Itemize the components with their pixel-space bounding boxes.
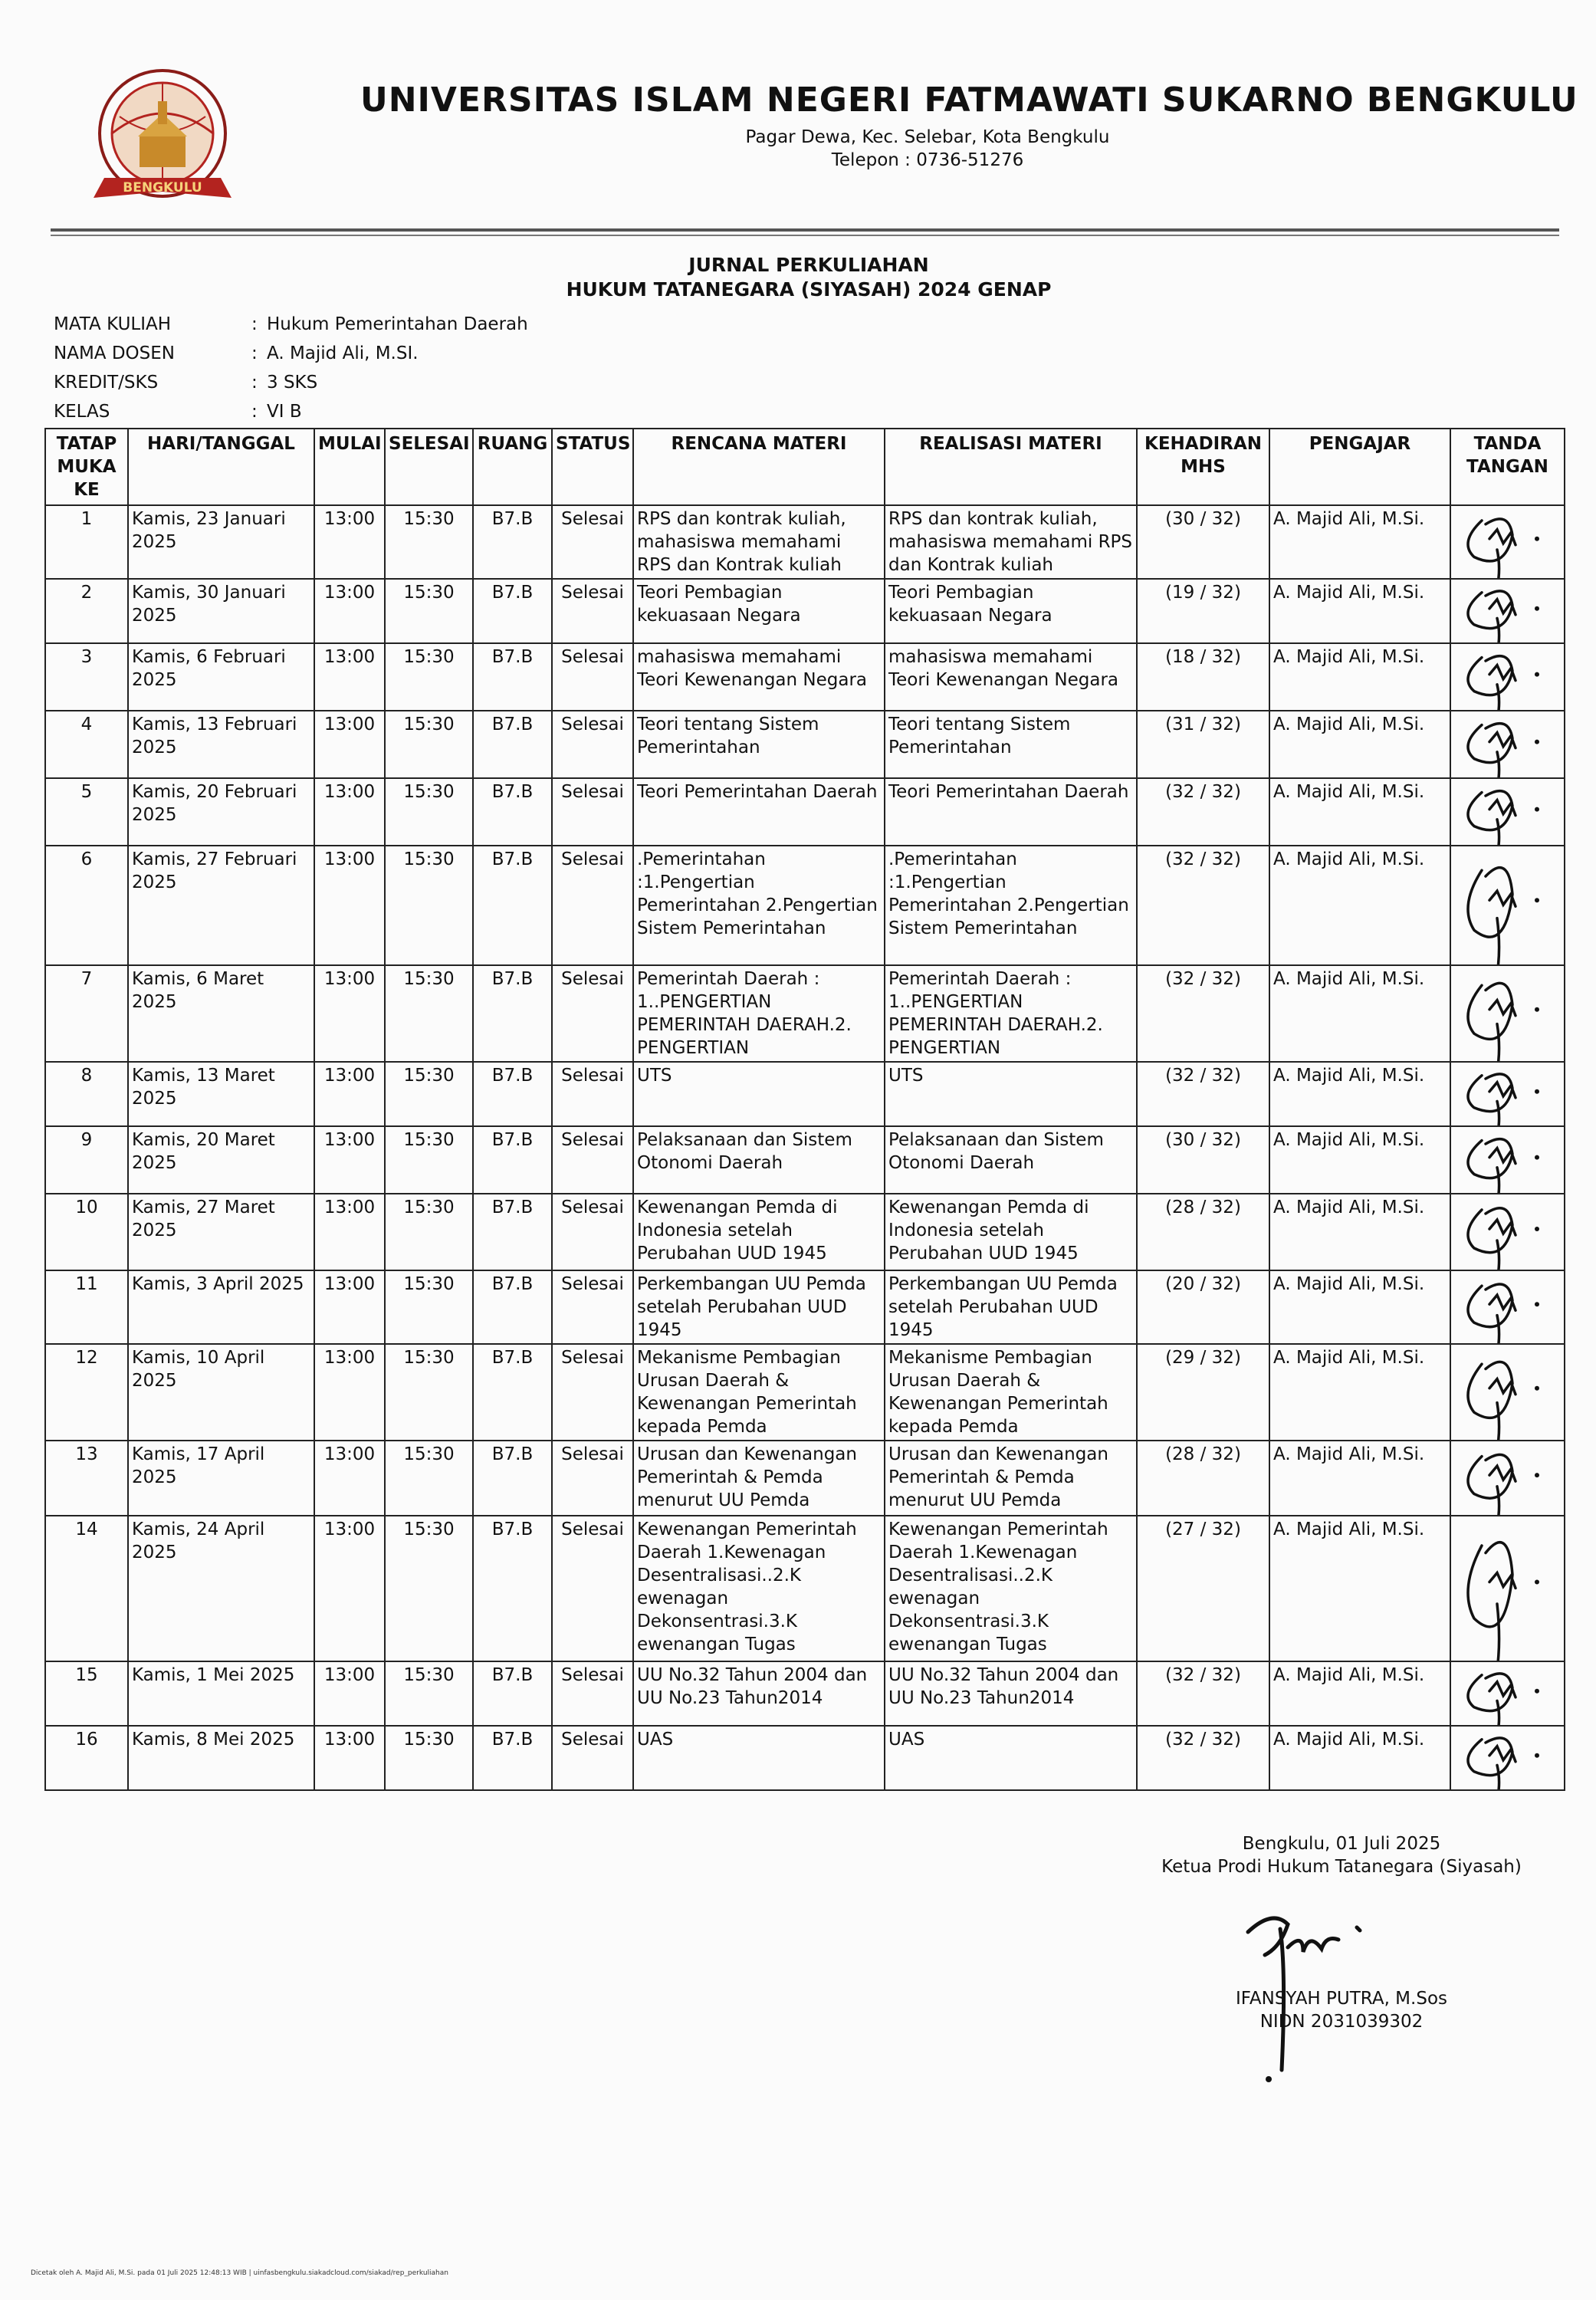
cell-lecturer: A. Majid Ali, M.Si. xyxy=(1269,846,1450,965)
cell-lecturer: A. Majid Ali, M.Si. xyxy=(1269,1441,1450,1516)
cell-end: 15:30 xyxy=(385,1270,473,1344)
course-meta xyxy=(54,310,528,426)
cell-no: 9 xyxy=(45,1126,128,1194)
handwritten-signature xyxy=(1451,644,1562,711)
cell-end: 15:30 xyxy=(385,1194,473,1270)
handwritten-signature xyxy=(1451,580,1562,643)
handwritten-signature xyxy=(1451,779,1562,846)
cell-start: 13:00 xyxy=(314,1441,385,1516)
cell-no: 14 xyxy=(45,1516,128,1661)
cell-attendance: (30 / 32) xyxy=(1137,505,1269,579)
table-row xyxy=(45,711,1565,778)
cell-end: 15:30 xyxy=(385,1661,473,1726)
document-title-line1: JURNAL PERKULIAHAN xyxy=(688,254,929,276)
cell-status: Selesai xyxy=(552,579,633,643)
cell-status: Selesai xyxy=(552,1516,633,1661)
cell-status: Selesai xyxy=(552,1194,633,1270)
cell-date: Kamis, 30 Januari 2025 xyxy=(128,579,314,643)
cell-lecturer: A. Majid Ali, M.Si. xyxy=(1269,579,1450,643)
meta-label: KELAS xyxy=(54,402,110,422)
signature-cell xyxy=(1450,1126,1565,1194)
cell-start: 13:00 xyxy=(314,778,385,846)
cell-realization: .Pemerintahan :1.Pengertian Pemerintahan 2.Pengertian Sistem Pemerintahan xyxy=(885,846,1137,965)
header-divider xyxy=(51,228,1559,232)
cell-start: 13:00 xyxy=(314,965,385,1062)
signature-cell xyxy=(1450,1441,1565,1516)
cell-realization: Urusan dan Kewenangan Pemerintah & Pemda menurut UU Pemda xyxy=(885,1441,1137,1516)
signature-cell xyxy=(1450,965,1565,1062)
cell-room: B7.B xyxy=(473,643,552,711)
cell-start: 13:00 xyxy=(314,643,385,711)
cell-status: Selesai xyxy=(552,1344,633,1441)
table-row xyxy=(45,579,1565,643)
meta-colon: : xyxy=(251,343,258,363)
cell-no: 13 xyxy=(45,1441,128,1516)
handwritten-signature xyxy=(1451,506,1562,579)
meta-label: NAMA DOSEN xyxy=(54,343,175,363)
cell-realization: Mekanisme Pembagian Urusan Daerah & Kewenangan Pemerintah kepada Pemda xyxy=(885,1344,1137,1441)
lecture-journal-table xyxy=(44,428,1565,1791)
handwritten-signature xyxy=(1451,1271,1562,1344)
cell-status: Selesai xyxy=(552,643,633,711)
signoff-position: Ketua Prodi Hukum Tatanegara (Siyasah) xyxy=(1161,1857,1522,1877)
cell-attendance: (32 / 32) xyxy=(1137,1062,1269,1126)
kaprodi-name: IFANSYAH PUTRA, M.Sos xyxy=(1235,1989,1447,2009)
cell-plan: Perkembangan UU Pemda setelah Perubahan UUD 1945 xyxy=(633,1270,885,1344)
cell-start: 13:00 xyxy=(314,505,385,579)
meta-value: VI B xyxy=(267,402,302,422)
signature-cell xyxy=(1450,643,1565,711)
cell-end: 15:30 xyxy=(385,1726,473,1790)
cell-lecturer: A. Majid Ali, M.Si. xyxy=(1269,505,1450,579)
cell-realization: Teori Pembagian kekuasaan Negara xyxy=(885,579,1137,643)
cell-start: 13:00 xyxy=(314,1270,385,1344)
cell-no: 7 xyxy=(45,965,128,1062)
header-divider-thin xyxy=(51,235,1559,236)
cell-plan: Pelaksanaan dan Sistem Otonomi Daerah xyxy=(633,1126,885,1194)
cell-room: B7.B xyxy=(473,778,552,846)
table-row xyxy=(45,1441,1565,1516)
cell-realization: mahasiswa memahami Teori Kewenangan Negara xyxy=(885,643,1137,711)
table-row xyxy=(45,1194,1565,1270)
cell-plan: UAS xyxy=(633,1726,885,1790)
cell-status: Selesai xyxy=(552,1126,633,1194)
cell-status: Selesai xyxy=(552,505,633,579)
kaprodi-name-block xyxy=(1150,1987,1533,2033)
cell-no: 10 xyxy=(45,1194,128,1270)
header-status: STATUS xyxy=(552,429,633,505)
cell-start: 13:00 xyxy=(314,1516,385,1661)
cell-attendance: (31 / 32) xyxy=(1137,711,1269,778)
cell-plan: mahasiswa memahami Teori Kewenangan Negara xyxy=(633,643,885,711)
cell-end: 15:30 xyxy=(385,505,473,579)
cell-room: B7.B xyxy=(473,1194,552,1270)
cell-attendance: (32 / 32) xyxy=(1137,1661,1269,1726)
cell-plan: Mekanisme Pembagian Urusan Daerah & Kewenangan Pemerintah kepada Pemda xyxy=(633,1344,885,1441)
cell-realization: UU No.32 Tahun 2004 dan UU No.23 Tahun2014 xyxy=(885,1661,1137,1726)
cell-no: 6 xyxy=(45,846,128,965)
cell-start: 13:00 xyxy=(314,1194,385,1270)
cell-date: Kamis, 1 Mei 2025 xyxy=(128,1661,314,1726)
cell-end: 15:30 xyxy=(385,778,473,846)
cell-start: 13:00 xyxy=(314,1126,385,1194)
cell-date: Kamis, 23 Januari 2025 xyxy=(128,505,314,579)
cell-realization: Pemerintah Daerah : 1..PENGERTIAN PEMERINTAH DAERAH.2. PENGERTIAN xyxy=(885,965,1137,1062)
header-room: RUANG xyxy=(473,429,552,505)
cell-no: 5 xyxy=(45,778,128,846)
university-address-block xyxy=(360,126,1495,172)
cell-end: 15:30 xyxy=(385,1062,473,1126)
cell-status: Selesai xyxy=(552,1661,633,1726)
cell-attendance: (28 / 32) xyxy=(1137,1194,1269,1270)
cell-attendance: (32 / 32) xyxy=(1137,1726,1269,1790)
cell-attendance: (20 / 32) xyxy=(1137,1270,1269,1344)
signature-cell xyxy=(1450,846,1565,965)
table-row xyxy=(45,1062,1565,1126)
cell-lecturer: A. Majid Ali, M.Si. xyxy=(1269,1062,1450,1126)
cell-room: B7.B xyxy=(473,1441,552,1516)
cell-room: B7.B xyxy=(473,1516,552,1661)
cell-end: 15:30 xyxy=(385,1344,473,1441)
cell-date: Kamis, 20 Maret 2025 xyxy=(128,1126,314,1194)
cell-realization: Teori Pemerintahan Daerah xyxy=(885,778,1137,846)
cell-lecturer: A. Majid Ali, M.Si. xyxy=(1269,711,1450,778)
signature-cell xyxy=(1450,579,1565,643)
handwritten-signature xyxy=(1451,1345,1562,1441)
cell-start: 13:00 xyxy=(314,1661,385,1726)
cell-end: 15:30 xyxy=(385,1126,473,1194)
meta-row xyxy=(54,368,528,397)
cell-date: Kamis, 10 April 2025 xyxy=(128,1344,314,1441)
cell-status: Selesai xyxy=(552,1441,633,1516)
table-row xyxy=(45,1270,1565,1344)
cell-lecturer: A. Majid Ali, M.Si. xyxy=(1269,1270,1450,1344)
handwritten-signature xyxy=(1451,966,1562,1062)
header-signature: TANDA TANGAN xyxy=(1450,429,1565,505)
handwritten-signature xyxy=(1451,1441,1562,1516)
signature-cell xyxy=(1450,1516,1565,1661)
handwritten-signature xyxy=(1451,1127,1562,1194)
cell-room: B7.B xyxy=(473,965,552,1062)
cell-lecturer: A. Majid Ali, M.Si. xyxy=(1269,1344,1450,1441)
cell-room: B7.B xyxy=(473,1270,552,1344)
cell-status: Selesai xyxy=(552,1270,633,1344)
cell-lecturer: A. Majid Ali, M.Si. xyxy=(1269,1661,1450,1726)
cell-end: 15:30 xyxy=(385,1441,473,1516)
signature-cell xyxy=(1450,1270,1565,1344)
cell-start: 13:00 xyxy=(314,1062,385,1126)
meta-label: KREDIT/SKS xyxy=(54,373,159,393)
cell-end: 15:30 xyxy=(385,711,473,778)
cell-realization: UTS xyxy=(885,1062,1137,1126)
table-row xyxy=(45,846,1565,965)
cell-plan: Kewenangan Pemda di Indonesia setelah Perubahan UUD 1945 xyxy=(633,1194,885,1270)
cell-no: 12 xyxy=(45,1344,128,1441)
cell-start: 13:00 xyxy=(314,711,385,778)
handwritten-signature xyxy=(1451,1194,1562,1270)
cell-realization: Teori tentang Sistem Pemerintahan xyxy=(885,711,1137,778)
meta-row xyxy=(54,310,528,339)
cell-date: Kamis, 6 Maret 2025 xyxy=(128,965,314,1062)
meta-value: A. Majid Ali, M.SI. xyxy=(267,343,419,363)
cell-lecturer: A. Majid Ali, M.Si. xyxy=(1269,1126,1450,1194)
signature-cell xyxy=(1450,711,1565,778)
university-logo xyxy=(74,63,251,216)
cell-plan: Kewenangan Pemerintah Daerah 1.Kewenagan Desentralisasi..2.K ewenagan Dekonsentrasi.3.K ewenangan Tugas xyxy=(633,1516,885,1661)
header-attendance: KEHADIRAN MHS xyxy=(1137,429,1269,505)
meta-row xyxy=(54,397,528,426)
cell-status: Selesai xyxy=(552,846,633,965)
cell-room: B7.B xyxy=(473,1062,552,1126)
table-row xyxy=(45,1516,1565,1661)
cell-lecturer: A. Majid Ali, M.Si. xyxy=(1269,1194,1450,1270)
cell-date: Kamis, 17 April 2025 xyxy=(128,1441,314,1516)
cell-end: 15:30 xyxy=(385,846,473,965)
handwritten-signature xyxy=(1451,711,1562,778)
cell-room: B7.B xyxy=(473,1661,552,1726)
handwritten-signature xyxy=(1451,1516,1562,1661)
table-row xyxy=(45,643,1565,711)
cell-plan: Teori Pembagian kekuasaan Negara xyxy=(633,579,885,643)
cell-attendance: (18 / 32) xyxy=(1137,643,1269,711)
logo-text: BENGKULU xyxy=(123,180,202,196)
cell-lecturer: A. Majid Ali, M.Si. xyxy=(1269,965,1450,1062)
print-footer: Dicetak oleh A. Majid Ali, M.Si. pada 01 Juli 2025 12:48:13 WIB | uinfasbengkulu.siakadcloud.com/siakad/rep_perkuliahan xyxy=(31,2269,448,2277)
cell-date: Kamis, 27 Maret 2025 xyxy=(128,1194,314,1270)
cell-date: Kamis, 3 April 2025 xyxy=(128,1270,314,1344)
cell-plan: Urusan dan Kewenangan Pemerintah & Pemda menurut UU Pemda xyxy=(633,1441,885,1516)
cell-attendance: (30 / 32) xyxy=(1137,1126,1269,1194)
cell-attendance: (28 / 32) xyxy=(1137,1441,1269,1516)
cell-lecturer: A. Majid Ali, M.Si. xyxy=(1269,643,1450,711)
cell-room: B7.B xyxy=(473,505,552,579)
header-plan: RENCANA MATERI xyxy=(633,429,885,505)
meta-row xyxy=(54,339,528,368)
cell-no: 4 xyxy=(45,711,128,778)
cell-plan: UU No.32 Tahun 2004 dan UU No.23 Tahun2014 xyxy=(633,1661,885,1726)
university-name: UNIVERSITAS ISLAM NEGERI FATMAWATI SUKARNO BENGKULU xyxy=(360,80,1578,120)
cell-no: 15 xyxy=(45,1661,128,1726)
phone: Telepon : 0736-51276 xyxy=(831,150,1024,170)
meta-label: MATA KULIAH xyxy=(54,314,172,334)
signoff-block xyxy=(1150,1832,1533,1878)
cell-no: 8 xyxy=(45,1062,128,1126)
cell-date: Kamis, 13 Februari 2025 xyxy=(128,711,314,778)
cell-room: B7.B xyxy=(473,846,552,965)
table-row xyxy=(45,1344,1565,1441)
cell-date: Kamis, 13 Maret 2025 xyxy=(128,1062,314,1126)
signature-cell xyxy=(1450,505,1565,579)
cell-status: Selesai xyxy=(552,778,633,846)
meta-value: Hukum Pemerintahan Daerah xyxy=(267,314,528,334)
cell-attendance: (29 / 32) xyxy=(1137,1344,1269,1441)
cell-end: 15:30 xyxy=(385,579,473,643)
handwritten-signature xyxy=(1451,1662,1562,1726)
cell-attendance: (27 / 32) xyxy=(1137,1516,1269,1661)
table-row xyxy=(45,965,1565,1062)
cell-room: B7.B xyxy=(473,1726,552,1790)
header-lecturer: PENGAJAR xyxy=(1269,429,1450,505)
cell-status: Selesai xyxy=(552,711,633,778)
cell-end: 15:30 xyxy=(385,643,473,711)
handwritten-signature xyxy=(1451,1727,1562,1790)
cell-no: 11 xyxy=(45,1270,128,1344)
cell-realization: Kewenangan Pemda di Indonesia setelah Perubahan UUD 1945 xyxy=(885,1194,1137,1270)
cell-date: Kamis, 20 Februari 2025 xyxy=(128,778,314,846)
header-end: SELESAI xyxy=(385,429,473,505)
cell-room: B7.B xyxy=(473,579,552,643)
cell-start: 13:00 xyxy=(314,1344,385,1441)
cell-plan: UTS xyxy=(633,1062,885,1126)
cell-realization: Kewenangan Pemerintah Daerah 1.Kewenagan Desentralisasi..2.K ewenagan Dekonsentrasi.3.K ewenangan Tugas xyxy=(885,1516,1137,1661)
table-header-row xyxy=(45,429,1565,505)
header-no: TATAP MUKA KE xyxy=(45,429,128,505)
document-title-line2: HUKUM TATANEGARA (SIYASAH) 2024 GENAP xyxy=(566,278,1052,301)
cell-attendance: (32 / 32) xyxy=(1137,778,1269,846)
cell-end: 15:30 xyxy=(385,965,473,1062)
cell-plan: RPS dan kontrak kuliah, mahasiswa memahami RPS dan Kontrak kuliah xyxy=(633,505,885,579)
cell-room: B7.B xyxy=(473,1126,552,1194)
address: Pagar Dewa, Kec. Selebar, Kota Bengkulu xyxy=(745,127,1110,147)
cell-plan: Teori tentang Sistem Pemerintahan xyxy=(633,711,885,778)
signature-cell xyxy=(1450,1344,1565,1441)
cell-date: Kamis, 8 Mei 2025 xyxy=(128,1726,314,1790)
signoff-place-date: Bengkulu, 01 Juli 2025 xyxy=(1242,1834,1441,1854)
meta-colon: : xyxy=(251,402,258,422)
cell-realization: RPS dan kontrak kuliah, mahasiswa memahami RPS dan Kontrak kuliah xyxy=(885,505,1137,579)
header-start: MULAI xyxy=(314,429,385,505)
table-row xyxy=(45,1726,1565,1790)
cell-realization: Perkembangan UU Pemda setelah Perubahan UUD 1945 xyxy=(885,1270,1137,1344)
cell-plan: Teori Pemerintahan Daerah xyxy=(633,778,885,846)
cell-no: 16 xyxy=(45,1726,128,1790)
cell-no: 2 xyxy=(45,579,128,643)
table-row xyxy=(45,505,1565,579)
cell-start: 13:00 xyxy=(314,579,385,643)
table-row xyxy=(45,1661,1565,1726)
cell-end: 15:30 xyxy=(385,1516,473,1661)
cell-status: Selesai xyxy=(552,1062,633,1126)
signature-cell xyxy=(1450,778,1565,846)
cell-date: Kamis, 6 Februari 2025 xyxy=(128,643,314,711)
meta-value: 3 SKS xyxy=(267,373,318,393)
signature-cell xyxy=(1450,1726,1565,1790)
table-row xyxy=(45,778,1565,846)
cell-status: Selesai xyxy=(552,965,633,1062)
cell-no: 1 xyxy=(45,505,128,579)
cell-start: 13:00 xyxy=(314,846,385,965)
cell-room: B7.B xyxy=(473,711,552,778)
cell-room: B7.B xyxy=(473,1344,552,1441)
kaprodi-nidn: NIDN 2031039302 xyxy=(1259,2012,1424,2032)
cell-attendance: (32 / 32) xyxy=(1137,965,1269,1062)
document-title xyxy=(360,253,1257,302)
cell-date: Kamis, 27 Februari 2025 xyxy=(128,846,314,965)
cell-attendance: (32 / 32) xyxy=(1137,846,1269,965)
cell-realization: UAS xyxy=(885,1726,1137,1790)
cell-date: Kamis, 24 April 2025 xyxy=(128,1516,314,1661)
signature-cell xyxy=(1450,1661,1565,1726)
cell-lecturer: A. Majid Ali, M.Si. xyxy=(1269,1726,1450,1790)
meta-colon: : xyxy=(251,314,258,334)
cell-lecturer: A. Majid Ali, M.Si. xyxy=(1269,1516,1450,1661)
header-realization: REALISASI MATERI xyxy=(885,429,1137,505)
signature-cell xyxy=(1450,1194,1565,1270)
signature-cell xyxy=(1450,1062,1565,1126)
cell-plan: Pemerintah Daerah : 1..PENGERTIAN PEMERINTAH DAERAH.2. PENGERTIAN xyxy=(633,965,885,1062)
table-row xyxy=(45,1126,1565,1194)
header-date: HARI/TANGGAL xyxy=(128,429,314,505)
cell-realization: Pelaksanaan dan Sistem Otonomi Daerah xyxy=(885,1126,1137,1194)
cell-status: Selesai xyxy=(552,1726,633,1790)
handwritten-signature xyxy=(1451,1063,1562,1126)
meta-colon: : xyxy=(251,373,258,393)
cell-attendance: (19 / 32) xyxy=(1137,579,1269,643)
handwritten-signature xyxy=(1451,846,1562,965)
cell-lecturer: A. Majid Ali, M.Si. xyxy=(1269,778,1450,846)
cell-no: 3 xyxy=(45,643,128,711)
cell-plan: .Pemerintahan :1.Pengertian Pemerintahan 2.Pengertian Sistem Pemerintahan xyxy=(633,846,885,965)
cell-start: 13:00 xyxy=(314,1726,385,1790)
